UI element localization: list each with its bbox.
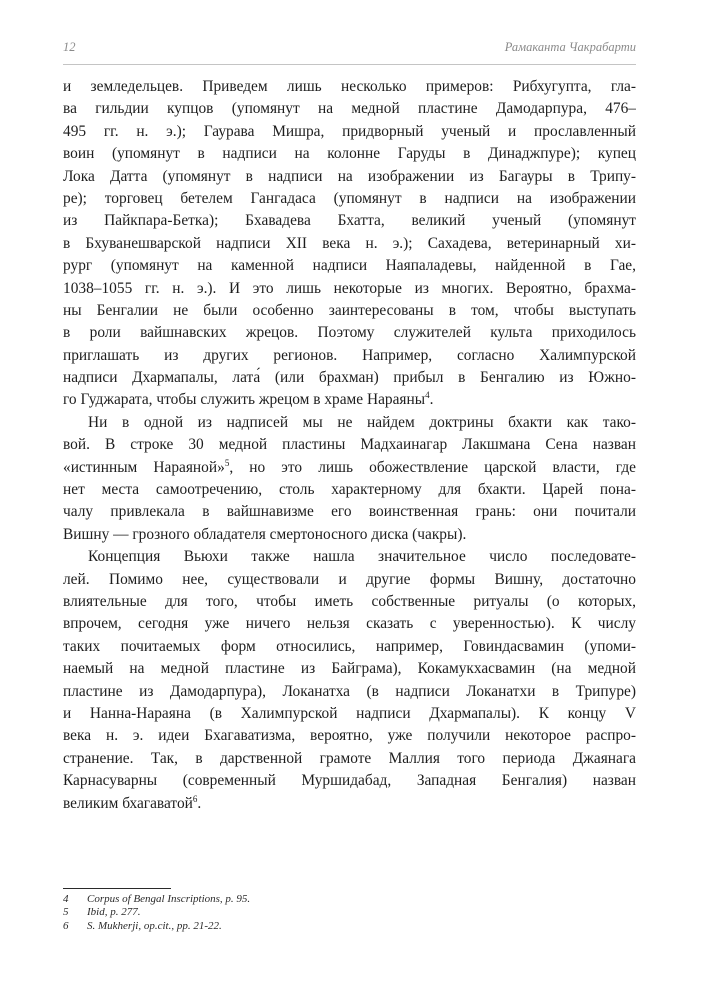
footnote-ref-4[interactable]: 4	[425, 390, 430, 401]
text-line: наемый на медной пластине из Байграма), Кокамукхасвамин (на медной	[63, 660, 636, 678]
text-fragment: великим бхагаватой	[63, 794, 193, 812]
text-line	[63, 457, 636, 479]
text-fragment: , но это лишь обожествление царской власти, где	[229, 458, 636, 476]
text-line: вой. В строке 30 медной пластины Мадхаинагар Лакшмана Сена назван	[63, 436, 636, 454]
text-line: века н. э. идеи Бхагаватизма, вероятно, уже получили некоторое распро-	[63, 727, 636, 745]
text-line: впрочем, сегодня уже ничего нельзя сказать с уверенностью). К числу	[63, 615, 636, 633]
text-line: приглашать из других регионов. Например, согласно Халимпурской	[63, 346, 636, 364]
running-title: Рамаканта Чакрабарти	[504, 40, 636, 54]
footnote-text: Ibid, p. 277.	[87, 906, 141, 919]
text-line: рург (упомянут на каменной надписи Наяпаладевы, найденной в Гае,	[63, 257, 636, 275]
text-line: из Пайкпара-Бетка); Бхавадева Бхатта, великий ученый (упомянут	[63, 212, 636, 230]
text-line: Вишну — грозного обладателя смертоносного диска (чакры).	[63, 525, 467, 543]
text-line: Лока Датта (упомянут в надписи на изображении из Багауры в Трипу-	[63, 167, 636, 185]
text-line: пластине из Дамодарпура), Локанатха (в надписи Локанатхи в Трипуре)	[63, 682, 636, 700]
text-line: го Гуджарата, чтобы служить жрецом в храме Нараяны$^4$.	[63, 390, 434, 409]
footnote-number: 4	[63, 893, 69, 905]
text-line: 1038–1055 гг. н. э.). И это лишь некоторые из многих. Вероятно, брахма-	[63, 279, 636, 297]
text-line: таких почитаемых форм относились, например, Говиндасвамин (упоми-	[63, 637, 636, 655]
text-line: странение. Так, в дарственной грамоте Маллия того периода Джаянага	[63, 749, 636, 767]
footnote-number: 5	[63, 906, 69, 919]
text-line: в роли вайшнавских жрецов. Поэтому служителей культа приходилось	[63, 324, 636, 342]
text-line: великим бхагаватой$^6$.	[63, 793, 202, 812]
header-rule	[63, 64, 636, 65]
footnote-number: 6	[63, 919, 69, 932]
text-fragment: го Гуджарата, чтобы служить жрецом в храме Нараяны	[63, 391, 426, 409]
footnote-5	[63, 906, 250, 919]
footnote-text: S. Mukherji, op.cit., pp. 21-22.	[87, 919, 222, 932]
footnote-ref-5[interactable]: 5	[224, 457, 230, 468]
text-line: надписи Дхармапалы, лата́ (или брахман) прибыл в Бенгалию из Южно-	[63, 369, 636, 387]
footnotes	[63, 893, 250, 933]
page-number: 12	[63, 40, 76, 54]
text-line: влиятельные для того, чтобы иметь собственные ритуалы (о которых,	[63, 592, 636, 610]
body-text	[63, 76, 636, 815]
text-line: и Нанна-Нараяна (в Халимпурской надписи Дхармапалы). К концу V	[63, 704, 636, 722]
footnote-text: Corpus of Bengal Inscriptions, p. 95.	[87, 893, 251, 905]
text-line: и земледельцев. Приведем лишь несколько примеров: Рибхугупта, гла-	[63, 78, 636, 95]
text-line: ны Бенгалии не были особенно заинтересованы в том, чтобы выступать	[63, 301, 636, 319]
text-line: ре); торговец бетелем Гангадаса (упомянут в надписи на изображении	[63, 189, 636, 207]
footnote-6	[63, 920, 250, 933]
text-line: лей. Помимо нее, существовали и другие формы Вишну, достаточно	[63, 570, 636, 588]
text-line: Карнасуварны (современный Муршидабад, Западная Бенгалия) назван	[63, 772, 636, 790]
text-line: нет места самоотречению, столь характерному для бхакти. Царей пона-	[63, 481, 636, 499]
footnote-ref-6[interactable]: 6	[192, 793, 198, 804]
paragraph-3	[63, 546, 636, 815]
text-line: Концепция Вьюхи также нашла значительное число последовате-	[88, 548, 636, 566]
text-fragment: «истинным Нараяной»	[63, 458, 225, 476]
text-line: в Бхуванешварской надписи XII века н. э.); Сахадева, ветеринарный хи-	[63, 234, 636, 252]
text-line: чалу привлекала в вайшнавизме его воинственная грань: они почитали	[63, 503, 636, 521]
footnote-rule	[63, 888, 171, 889]
text-line: ва гильдии купцов (упомянут на медной пластине Дамодарпура, 476–	[63, 100, 636, 118]
paragraph-1	[63, 76, 636, 412]
text-line: Ни в одной из надписей мы не найдем доктрины бхакти как тако-	[88, 413, 636, 431]
text-line: воин (упомянут в надписи на колонне Гаруды в Динаджпуре); купец	[63, 145, 636, 163]
paragraph-2	[63, 412, 636, 546]
footnote-4	[63, 893, 250, 906]
text-line: 495 гг. н. э.); Гаурава Мишра, придворный ученый и прославленный	[63, 122, 636, 140]
